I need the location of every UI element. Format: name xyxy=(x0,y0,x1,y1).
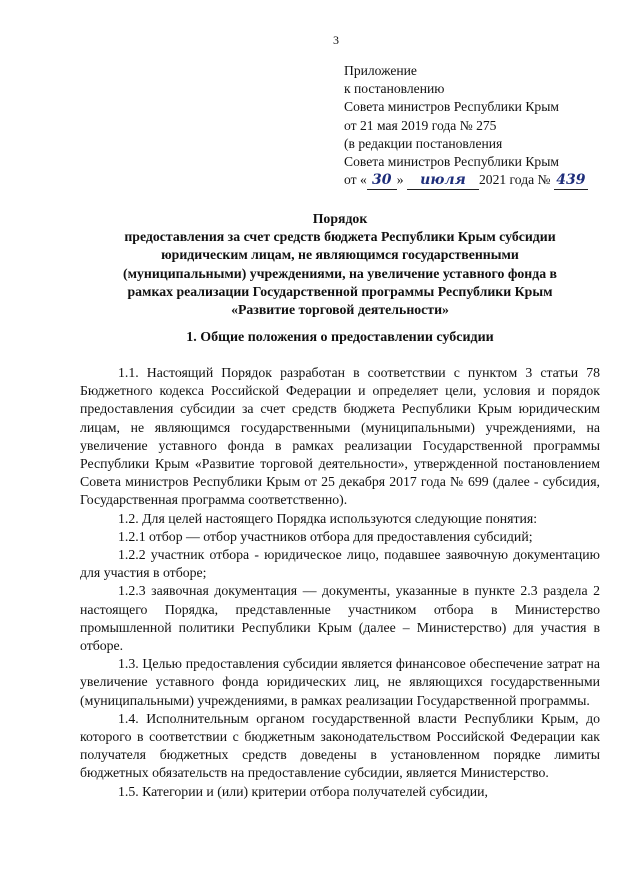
paragraph-1-2-2: 1.2.2 участник отбора - юридическое лицо, подавшее заявочную документацию для участия в отборе; xyxy=(80,547,600,581)
appendix-line: к постановлению xyxy=(344,81,445,97)
handwritten-number: 439 xyxy=(554,171,588,190)
page-number: 3 xyxy=(333,33,339,47)
paragraph-1-4: 1.4. Исполнительным органом государственной власти Республики Крым, до которого в соответствии с бюджетным законодательством Российской Федерации как получателя бюджетных средств доведены в установленном порядке лимиты бюджетных обязательств на предоставление субсидии, является Министерство. xyxy=(80,710,600,781)
handwritten-month: июля xyxy=(407,171,479,190)
section-heading: 1. Общие положения о предоставлении субсидии xyxy=(186,330,494,345)
appendix-line: Совета министров Республики Крым xyxy=(344,154,559,170)
title-line: предоставления за счет средств бюджета Республики Крым субсидии xyxy=(124,229,556,245)
paragraph-1-2-3: 1.2.3 заявочная документация — документы, указанные в пункте 2.3 раздела 2 настоящего Порядка, представленные участником отбора в Министерство промышленной политики Республики Крым (далее – Министерство) для участия в отборе. xyxy=(80,583,600,654)
title-line: (муниципальными) учреждениями, на увеличение уставного фонда в xyxy=(122,265,557,281)
title-line: Порядок xyxy=(312,211,368,226)
paragraph-1-5: 1.5. Категории и (или) критерии отбора получателей субсидии, xyxy=(118,783,488,799)
appendix-line: (в редакции постановления xyxy=(344,135,503,151)
paragraph-1-2-1: 1.2.1 отбор — отбор участников отбора для предоставления субсидий; xyxy=(118,528,533,544)
appendix-line: Совета министров Республики Крым xyxy=(344,99,559,115)
document-title xyxy=(80,210,600,319)
paragraph-1-3: 1.3. Целью предоставления субсидии является финансовое обеспечение затрат на увеличение уставного фонда юридических лиц, не являющихся государственными (муниципальными) учреждениями, в рамках реализации Государственной программы. xyxy=(80,656,600,708)
date-year: 2021 года № xyxy=(478,172,551,188)
title-line: рамках реализации Государственной программы Республики Крым xyxy=(127,283,553,299)
date-prefix: от « xyxy=(344,172,367,188)
title-line: «Развитие торговой деятельности» xyxy=(231,302,449,318)
handwritten-day: 30 xyxy=(367,171,397,190)
paragraph-1-2: 1.2. Для целей настоящего Порядка используются следующие понятия: xyxy=(118,510,538,526)
document-body xyxy=(80,364,600,801)
appendix-line: Приложение xyxy=(344,63,417,78)
date-mid: » xyxy=(396,172,404,188)
appendix-block xyxy=(344,62,588,190)
appendix-line: от 21 мая 2019 года № 275 xyxy=(344,117,497,133)
paragraph-1-1: 1.1. Настоящий Порядок разработан в соответствии с пунктом 3 статьи 78 Бюджетного кодекса Российской Федерации и определяет цели, условия и порядок предоставления субсидии за счет средств бюджета Республики Крым юридическим лицам, не являющимся государственными (муниципальными) учреждениями, на увеличение уставного фонда в рамках реализации Государственной программы Республики Крым «Развитие торговой деятельности», утвержденной постановлением Совета министров Республики Крым от 25 декабря 2017 года № 699 (далее - субсидия, Государственная программа соответственно). xyxy=(80,365,600,508)
appendix-date-line xyxy=(344,171,588,190)
title-line: юридическим лицам, не являющимся государственными xyxy=(161,247,519,263)
